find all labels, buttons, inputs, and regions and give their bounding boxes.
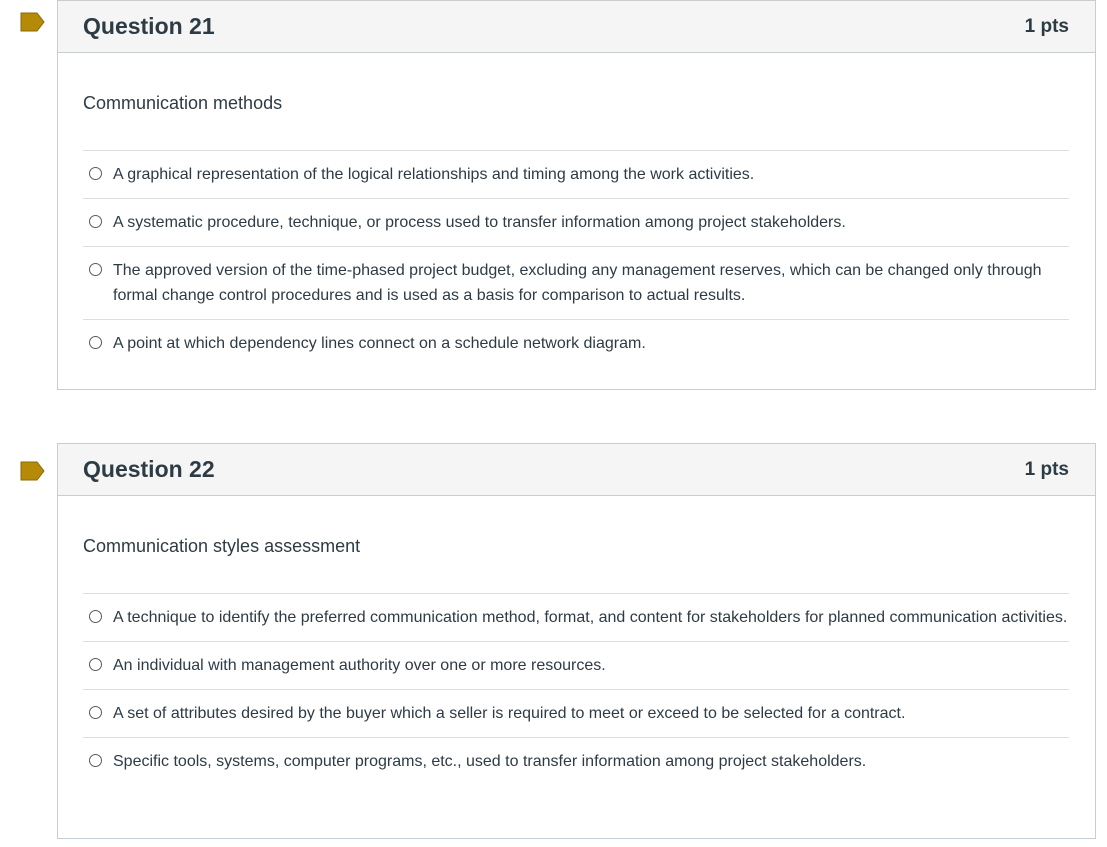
radio-unselected-icon[interactable]	[89, 658, 102, 671]
answer-label[interactable]: Specific tools, systems, computer programs, etc., used to transfer information among project stakeholders.	[113, 753, 867, 770]
radio-unselected-icon[interactable]	[89, 754, 102, 767]
radio-unselected-icon[interactable]	[89, 610, 102, 623]
answer-label[interactable]: A systematic procedure, technique, or process used to transfer information among project stakeholders.	[113, 214, 846, 231]
question-22-answers	[83, 593, 1069, 785]
question-21-title: Question 21	[83, 13, 215, 39]
question-22-text: Communication styles assessment	[83, 536, 361, 556]
question-22-body	[58, 496, 1095, 785]
question-22-header	[58, 444, 1095, 496]
answer-label[interactable]: A point at which dependency lines connect on a schedule network diagram.	[113, 335, 646, 352]
answer-label[interactable]: A graphical representation of the logical relationships and timing among the work activities.	[113, 166, 755, 183]
question-21-answer-3[interactable]	[83, 246, 1069, 319]
question-22-answer-4[interactable]	[83, 737, 1069, 785]
question-21-flag-icon[interactable]	[20, 12, 45, 32]
question-22-card	[57, 443, 1096, 839]
question-21-card	[57, 0, 1096, 390]
question-22-answer-2[interactable]	[83, 641, 1069, 689]
radio-unselected-icon[interactable]	[89, 336, 102, 349]
question-21-points: 1 pts	[1024, 15, 1069, 37]
question-22-answer-1[interactable]	[83, 593, 1069, 641]
radio-unselected-icon[interactable]	[89, 167, 102, 180]
radio-unselected-icon[interactable]	[89, 263, 102, 276]
answer-label[interactable]: The approved version of the time-phased project budget, excluding any management reserves, which can be changed only through formal change control procedures and is used as a basis for comparison to actual results.	[113, 262, 1042, 304]
question-22-flag-icon[interactable]	[20, 461, 45, 481]
answer-label[interactable]: An individual with management authority over one or more resources.	[113, 657, 606, 674]
question-21-body	[58, 53, 1095, 367]
radio-unselected-icon[interactable]	[89, 215, 102, 228]
question-22-title: Question 22	[83, 456, 215, 482]
question-21-header	[58, 1, 1095, 53]
answer-label[interactable]: A set of attributes desired by the buyer which a seller is required to meet or exceed to be selected for a contract.	[113, 705, 906, 722]
question-21-text: Communication methods	[83, 93, 283, 113]
question-21-answer-1[interactable]	[83, 150, 1069, 198]
question-22-answer-3[interactable]	[83, 689, 1069, 737]
question-21-answers	[83, 150, 1069, 367]
question-21-answer-4[interactable]	[83, 319, 1069, 367]
question-21-answer-2[interactable]	[83, 198, 1069, 246]
question-22-points: 1 pts	[1024, 458, 1069, 480]
answer-label[interactable]: A technique to identify the preferred communication method, format, and content for stakeholders for planned communication activities.	[113, 609, 1068, 626]
radio-unselected-icon[interactable]	[89, 706, 102, 719]
